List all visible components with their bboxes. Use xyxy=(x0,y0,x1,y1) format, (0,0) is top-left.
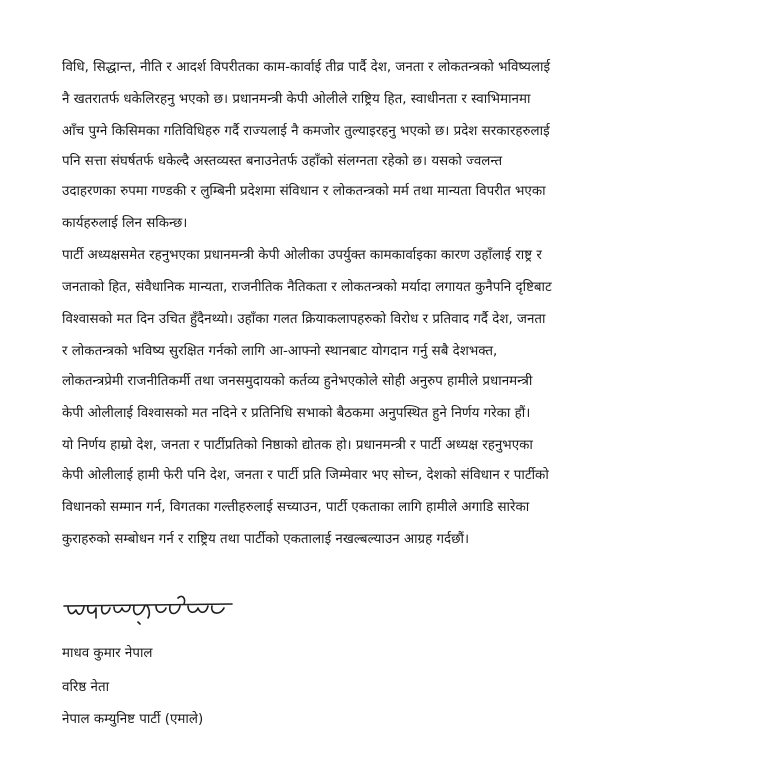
body-line-1: विधि, सिद्धान्त, नीति र आदर्श विपरीतका काम-कार्वाई तीव्र पार्दै देश, जनता र लोकतन्त्रको भविष्यलाई xyxy=(62,60,551,75)
body-line-3: आँच पुग्ने किसिमका गतिविधिहरु गर्दै राज्यलाई नै कमजोर तुल्याइरहनु भएको छ। प्रदेश सरकारहरुलाई xyxy=(62,124,550,139)
body-line-14: केपी ओलीलाई हामी फेरी पनि देश, जनता र पार्टी प्रति जिम्मेवार भए सोच्न, देशको संविधान र पार्टीको xyxy=(62,468,549,483)
body-line-10: र लोकतन्त्रको भविष्य सुरक्षित गर्नको लागि आ-आफ्नो स्थानबाट योगदान गर्नु सबै देशभक्त, xyxy=(62,344,498,359)
signatory-title: वरिष्ठ नेता xyxy=(62,680,110,695)
signatory-party: नेपाल कम्युनिष्ट पार्टी (एमाले) xyxy=(62,712,204,727)
body-line-5: उदाहरणका रुपमा गण्डकी र लुम्बिनी प्रदेशमा संविधान र लोकतन्त्रको मर्म तथा मान्यता विपरीत भएका xyxy=(62,184,546,199)
body-line-8: जनताको हित, संवैधानिक मान्यता, राजनीतिक नैतिकता र लोकतन्त्रको मर्यादा लगायत कुनैपनि दृष्टिबाट xyxy=(62,280,552,295)
handwritten-signature xyxy=(60,590,235,630)
body-line-16: कुराहरुको सम्बोधन गर्न र राष्ट्रिय तथा पार्टीको एकतालाई नखल्बल्याउन आग्रह गर्दछौं। xyxy=(62,532,470,547)
body-line-6: कार्यहरुलाई लिन सकिन्छ। xyxy=(62,216,188,231)
body-line-11: लोकतन्त्रप्रेमी राजनीतिकर्मी तथा जनसमुदायको कर्तव्य हुनेभएकोले सोही अनुरुप हामीले प्रधानमन्त्री xyxy=(62,374,533,389)
body-line-2: नै खतरातर्फ धकेलिरहनु भएको छ। प्रधानमन्त्री केपी ओलीले राष्ट्रिय हित, स्वाधीनता र स्वाभिमानमा xyxy=(62,92,531,107)
body-line-7: पार्टी अध्यक्षसमेत रहनुभएका प्रधानमन्त्री केपी ओलीका उपर्युक्त कामकार्वाइका कारण उहाँलाई राष्ट्र र xyxy=(62,248,542,263)
body-line-4: पनि सत्ता संघर्षतर्फ धकेल्दै अस्तव्यस्त बनाउनेतर्फ उहाँको संलग्नता रहेको छ। यसको ज्वलन्त xyxy=(62,154,503,169)
body-line-13: यो निर्णय हाम्रो देश, जनता र पार्टीप्रतिको निष्ठाको द्योतक हो। प्रधानमन्त्री र पार्टी अध्यक्ष रहनुभएका xyxy=(62,438,533,453)
body-line-9: विश्वासको मत दिन उचित हुँदैनथ्यो। उहाँका गलत क्रियाकलापहरुको विरोध र प्रतिवाद गर्दै देश, जनता xyxy=(62,312,546,327)
signatory-name: माधव कुमार नेपाल xyxy=(62,646,153,661)
body-line-15: विधानको सम्मान गर्न, विगतका गल्तीहरुलाई सच्याउन, पार्टी एकताका लागि हामीले अगाडि सारेका xyxy=(62,500,530,515)
body-line-12: केपी ओलीलाई विश्वासको मत नदिने र प्रतिनिधि सभाको बैठकमा अनुपस्थित हुने निर्णय गरेका हौं। xyxy=(62,406,531,421)
